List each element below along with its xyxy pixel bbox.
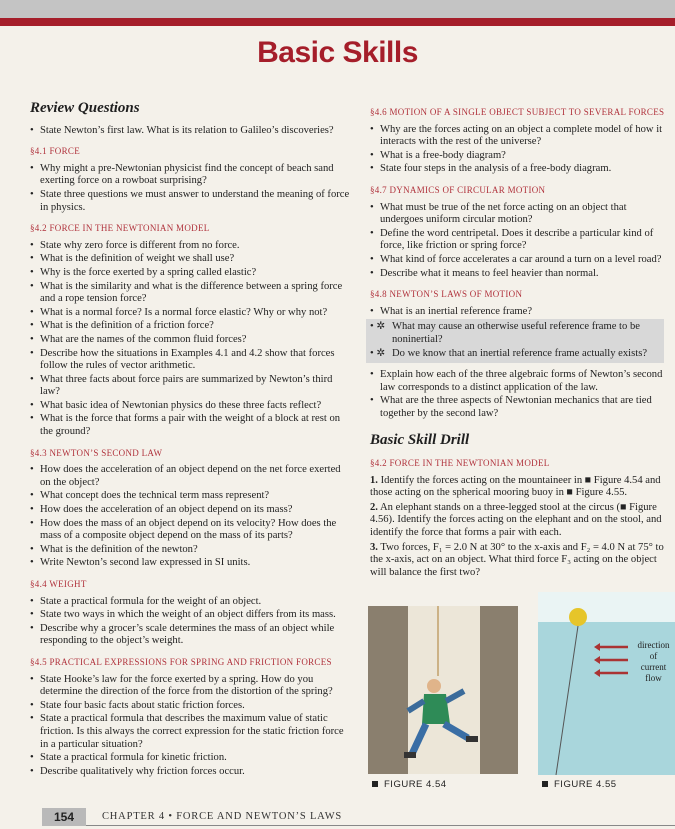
list-item: • What three facts about force pairs are summarized by Newton’s third law? xyxy=(30,374,350,399)
list-item: • Define the word centripetal. Does it describe a particular kind of force, like friction or spring force? xyxy=(370,228,670,253)
problem-1: 1. Identify the forces acting on the mountaineer in ■ Figure 4.54 and those acting on the spherical mooring buoy in ■ Figure 4.55. xyxy=(370,474,661,499)
square-bullet-icon xyxy=(372,781,378,787)
list-item: • What is the definition of a friction force? xyxy=(30,320,350,333)
questions-4-3 xyxy=(30,464,350,570)
section-label-4-7: §4.7 DYNAMICS OF CIRCULAR MOTION xyxy=(370,184,546,195)
questions-4-6 xyxy=(370,124,670,176)
buoy-figure xyxy=(538,592,675,775)
advanced-questions-box xyxy=(366,319,664,363)
top-red-band xyxy=(0,18,675,26)
right-column xyxy=(370,102,670,581)
list-item: • Why is the force exerted by a spring called elastic? xyxy=(30,267,350,280)
list-item: • What must be true of the net force acting on an object that undergoes uniform circular motion? xyxy=(370,202,670,227)
figures xyxy=(368,592,675,775)
page-title: Basic Skills xyxy=(257,36,418,69)
list-item: • State a practical formula that describes the maximum value of static friction. Is this always the correct expression for the static friction force in a particular situation? xyxy=(30,713,350,751)
list-item: • What basic idea of Newtonian physics do these three facts reflect? xyxy=(30,400,350,413)
list-item: • What is the definition of the newton? xyxy=(30,544,350,557)
list-item: • How does the mass of an object depend on its velocity? How does the mass of a composite object depend on the mass of its parts? xyxy=(30,518,350,543)
list-item: • State why zero force is different from no force. xyxy=(30,240,350,253)
problem-3: 3. Two forces, F₁ = 2.0 N at 30° to the x-axis and F₂ = 4.0 N at 75° to the x-axis, act on an object. What third force F₃ acting on the object will balance the first two? xyxy=(370,541,664,578)
footer-rule xyxy=(86,825,675,826)
list-item: • State four steps in the analysis of a free-body diagram. xyxy=(370,163,670,176)
section-label-4-4: §4.4 WEIGHT xyxy=(30,579,87,589)
top-gray-band xyxy=(0,0,675,18)
list-item: • Explain how each of the three algebraic forms of Newton’s second law corresponds to a distinct application of the law. xyxy=(370,369,670,394)
review-heading: Review Questions xyxy=(30,100,140,116)
square-bullet-icon xyxy=(542,781,548,787)
list-item: • State a practical formula for the weight of an object. xyxy=(30,596,350,609)
list-item: • Describe what it means to feel heavier than normal. xyxy=(370,268,670,281)
questions-4-5 xyxy=(30,674,350,779)
list-item: • State two ways in which the weight of an object differs from its mass. xyxy=(30,609,350,622)
page-number: 154 xyxy=(42,808,86,826)
list-item: • How does the acceleration of an object depend on the net force exerted on the object? xyxy=(30,464,350,489)
questions-4-2 xyxy=(30,240,350,439)
mountaineer-figure xyxy=(368,606,518,774)
current-flow-label: direction of current flow xyxy=(637,640,670,683)
questions-4-8 xyxy=(370,306,670,319)
list-item: • What concept does the technical term mass represent? xyxy=(30,490,350,503)
section-label-4-2: §4.2 FORCE IN THE NEWTONIAN MODEL xyxy=(30,223,210,234)
section-label-4-3: §4.3 NEWTON’S SECOND LAW xyxy=(30,447,163,458)
list-item: • What is the similarity and what is the difference between a spring force and a rope tension force? xyxy=(30,281,350,306)
problem-2: 2. An elephant stands on a three-legged stool at the circus (■ Figure 4.56). Identify the forces acting on the elephant and on the stool, and identify the force that forms a pair with each. xyxy=(370,501,662,539)
chapter-running-head: CHAPTER 4 • FORCE AND NEWTON’S LAWS xyxy=(102,811,343,822)
section-label-4-6: §4.6 MOTION OF A SINGLE OBJECT SUBJECT TO SEVERAL FORCES xyxy=(370,107,665,117)
list-item: • What is a normal force? Is a normal force elastic? Why or why not? xyxy=(30,307,350,320)
list-item: • What is the force that forms a pair with the weight of a block at rest on the ground? xyxy=(30,413,350,438)
mountaineer-illustration xyxy=(368,606,518,774)
figure-4-54-caption: FIGURE 4.54 xyxy=(372,779,447,790)
list-item: • State a practical formula for kinetic friction. xyxy=(30,752,350,765)
review-intro-list xyxy=(30,125,350,138)
list-item: • Why are the forces acting on an object a complete model of how it interacts with the rest of the universe? xyxy=(370,124,670,149)
list-item: • Why might a pre-Newtonian physicist find the concept of beach sand exerting force on a rowboat surprising? xyxy=(30,163,350,188)
list-item: • Describe how the situations in Examples 4.1 and 4.2 show that forces follow the rules of vector arithmetic. xyxy=(30,348,350,373)
section-label-4-5: §4.5 PRACTICAL EXPRESSIONS FOR SPRING AND FRICTION FORCES xyxy=(30,656,332,667)
list-item: • What are the names of the common fluid forces? xyxy=(30,334,350,347)
list-item: • Describe qualitatively why friction forces occur. xyxy=(30,766,350,779)
list-item: • What is an inertial reference frame? xyxy=(370,306,670,319)
figure-4-55-caption: FIGURE 4.55 xyxy=(542,779,617,790)
starred-list-item: • ✲ Do we know that an inertial reference frame actually exists? xyxy=(370,348,660,361)
list-item: • What kind of force accelerates a car around a turn on a level road? xyxy=(370,254,670,267)
list-item: • Write Newton’s second law expressed in SI units. xyxy=(30,557,350,570)
questions-4-8-more xyxy=(370,369,670,420)
list-item: • State three questions we must answer to understand the meaning of force in physics. xyxy=(30,189,350,214)
list-item: • What is a free-body diagram? xyxy=(370,150,670,163)
starred-list-item: • ✲ What may cause an otherwise useful reference frame to be noninertial? xyxy=(370,321,660,346)
list-item: • How does the acceleration of an object depend on its mass? xyxy=(30,504,350,517)
list-item: • Describe why a grocer’s scale determines the mass of an object while responding to the object’s weight. xyxy=(30,623,350,648)
questions-4-4 xyxy=(30,596,350,648)
questions-4-1 xyxy=(30,163,350,214)
drill-heading: Basic Skill Drill xyxy=(370,432,470,449)
drill-section-label: §4.2 FORCE IN THE NEWTONIAN MODEL xyxy=(370,458,550,469)
left-column xyxy=(30,102,350,779)
list-item: • What are the three aspects of Newtonian mechanics that are tied together by the second law? xyxy=(370,395,670,420)
list-item: • What is the definition of weight we shall use? xyxy=(30,253,350,266)
list-item: • State Hooke’s law for the force exerted by a spring. How do you determine the direction of the force from the distortion of the spring? xyxy=(30,674,350,699)
section-label-4-1: §4.1 FORCE xyxy=(30,146,81,157)
drill-problems xyxy=(370,475,670,580)
questions-4-7 xyxy=(370,202,670,281)
list-item: • State Newton’s first law. What is its relation to Galileo’s discoveries? xyxy=(30,125,350,138)
page-footer xyxy=(0,808,675,829)
section-label-4-8: §4.8 NEWTON’S LAWS OF MOTION xyxy=(370,289,523,300)
list-item: • State four basic facts about static friction forces. xyxy=(30,700,350,713)
